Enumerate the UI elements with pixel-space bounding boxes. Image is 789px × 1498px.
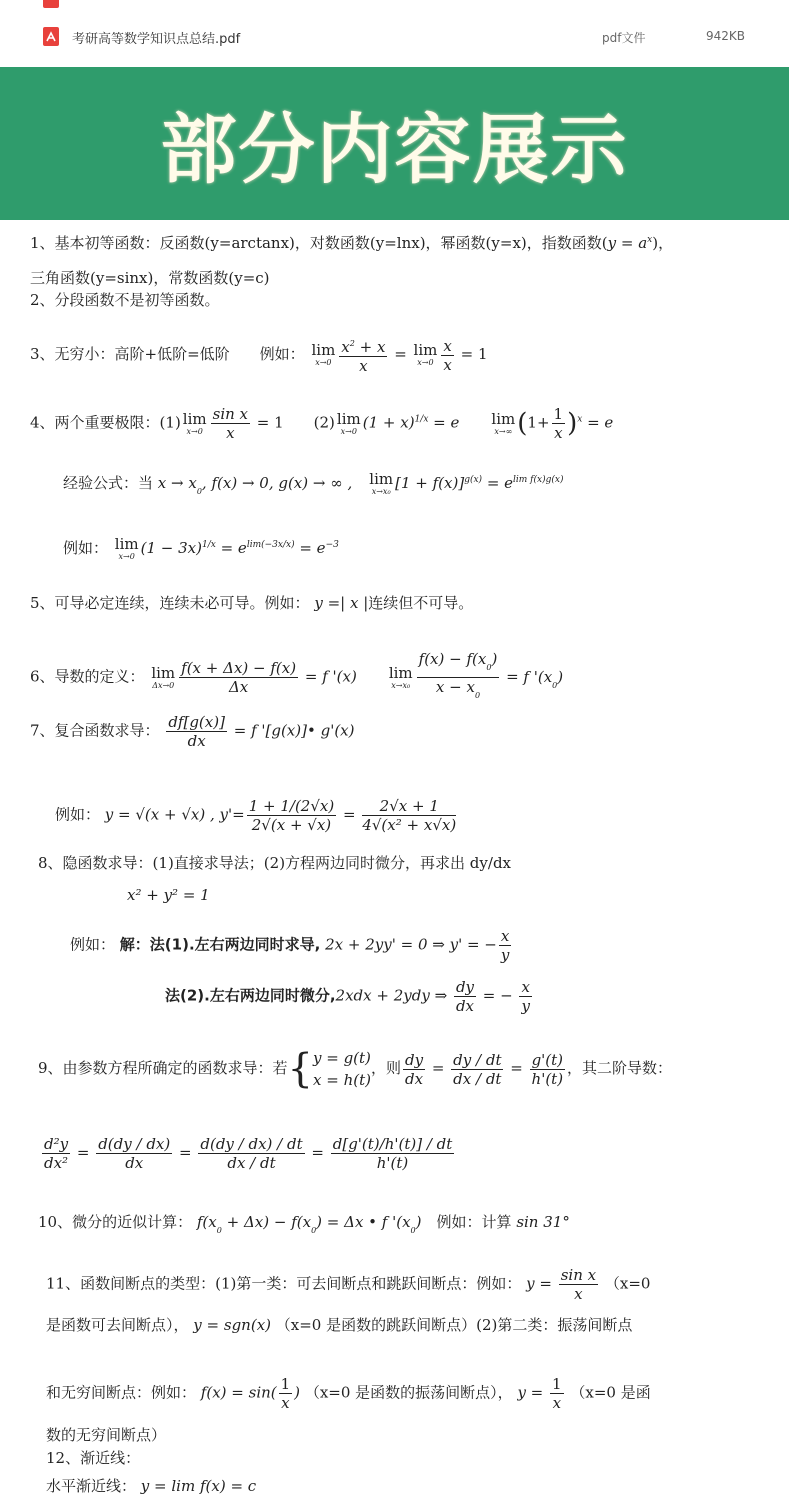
file-type: pdf文件 — [602, 31, 646, 45]
line-10: 10、微分的近似计算： $f(x_0 + \Delta x) - f(x_0) = \Delta x$ • f '$(x_0)$ 例如：计算 sin 31° — [38, 1213, 570, 1235]
line-1b: 三角函数(y=sinx)，常数函数(y=c) — [30, 269, 270, 287]
line-11b: 是函数可去间断点）， y = sgn(x) （x=0 是函数的跳跃间断点）(2)第二类：振荡间断点 — [46, 1316, 633, 1334]
line-5: 5、可导必定连续，连续未必可导。例如： y =| x |连续但不可导。 — [30, 594, 474, 612]
line-12: 12、渐近线： — [46, 1449, 141, 1467]
line-8-eq: x² + y² = 1 — [127, 886, 210, 904]
file-name[interactable]: 考研高等数学知识点总结.pdf — [72, 32, 241, 47]
banner — [0, 67, 789, 220]
line-9: 9、由参数方程所确定的函数求导：若{y = g(t) x = h(t)，则 $\frac{dy}{dx}$ = $\frac{dy / dt}{dx / dt}$ = $\frac{g'(t)}{h'(t)}$ ，其二阶导数： — [38, 1046, 673, 1092]
line-12b: 水平渐近线： y = lim f(x) = c — [46, 1477, 257, 1495]
line-7: 7、复合函数求导： $\frac{df[g(x)]}{dx}$ = f '[g(x)]• g'(x) — [30, 713, 355, 750]
pdf-icon — [43, 27, 59, 46]
pdf-icon — [43, 0, 59, 8]
file-size: 942KB — [706, 29, 746, 43]
line-8-sol2: 法(2).左右两边同时微分,2xdx + 2ydy ⇒ $\frac{dy}{dx}$ = − $\frac{x}{y}$ — [165, 978, 530, 1015]
line-1: 1、基本初等函数：反函数(y=arctanx)，对数函数(y=lnx)，幂函数(y=x)，指数函数$(y = a^x)$， — [30, 234, 674, 252]
line-9-second: $\frac{\text{d²y}}{\text{dx²}}$ = $\frac{d(dy / dx)}{dx}$ = $\frac{d(dy / dx) / dt}{dx / dt}$ = $\frac{d[g'(t)/h'(t)] / dt}{h'(t)}$ — [44, 1135, 453, 1172]
line-4-formula: 经验公式：当 $x \to x_0$, f(x) → 0, g(x) → ∞ , lim x→x₀ $[1 + f(x)]^{g(x)} = e^{lim f(x)g(x)}$ — [63, 470, 564, 496]
line-11d: 数的无穷间断点） — [46, 1426, 167, 1444]
line-6: 6、导数的定义： lim Δx→0 $\frac{f(x + \Delta x) - f(x)}{\Delta x}$ = f '(x) lim x→x₀ $\frac{f(x) - f(x_0)}{x - x_0}$ = f '$(x_0)$ — [30, 650, 564, 700]
file-row[interactable] — [0, 0, 789, 16]
line-4-example: 例如： lim x→0 $(1 - 3x)^{1/x} = e^{lim(-3x/x)} = e^{-3}$ — [63, 535, 339, 561]
line-2: 2、分段函数不是初等函数。 — [30, 291, 220, 309]
line-8: 8、隐函数求导：(1)直接求导法；(2)方程两边同时微分，再求出 dy/dx — [38, 854, 512, 872]
file-row[interactable] — [0, 20, 789, 54]
banner-title: 部分内容展示 — [160, 105, 629, 194]
line-11: 11、函数间断点的类型：(1)第一类：可去间断点和跳跃间断点：例如： y = $\frac{\text{sin x}}{x}$ （x=0 — [46, 1266, 651, 1303]
line-3: 3、无穷小：高阶+低阶=低阶 例如： lim x→0 $\frac{x^2 + x}{x}$ = lim x→0 $\frac{x}{x}$ = 1 — [30, 336, 488, 375]
line-7-example: 例如： y = √(x + √x) , y'= $\frac{1 + 1/(2√x)}{2√(x + √x)}$ = $\frac{2√x + 1}{\text{4√(x² + x√x)}}$ — [55, 797, 457, 834]
line-8-sol1: 例如： 解：法(1).左右两边同时求导, 2x + 2yy' = 0 ⇒ y' = − $\frac{x}{y}$ — [70, 927, 510, 964]
line-11c: 和无穷间断点：例如： f(x) = sin( $\frac{1}{x}$ ) （x=0 是函数的振荡间断点）， y = $\frac{1}{x}$ （x=0 是函 — [46, 1375, 651, 1412]
line-4: 4、两个重要极限：(1) lim x→0 $\frac{\text{sin x}}{x}$ = 1 (2) lim x→0 $(1 + x)^{1/x} = e$ lim x→∞ (1+ $\frac{1}{x}$ )$^x$ = e — [30, 405, 614, 442]
